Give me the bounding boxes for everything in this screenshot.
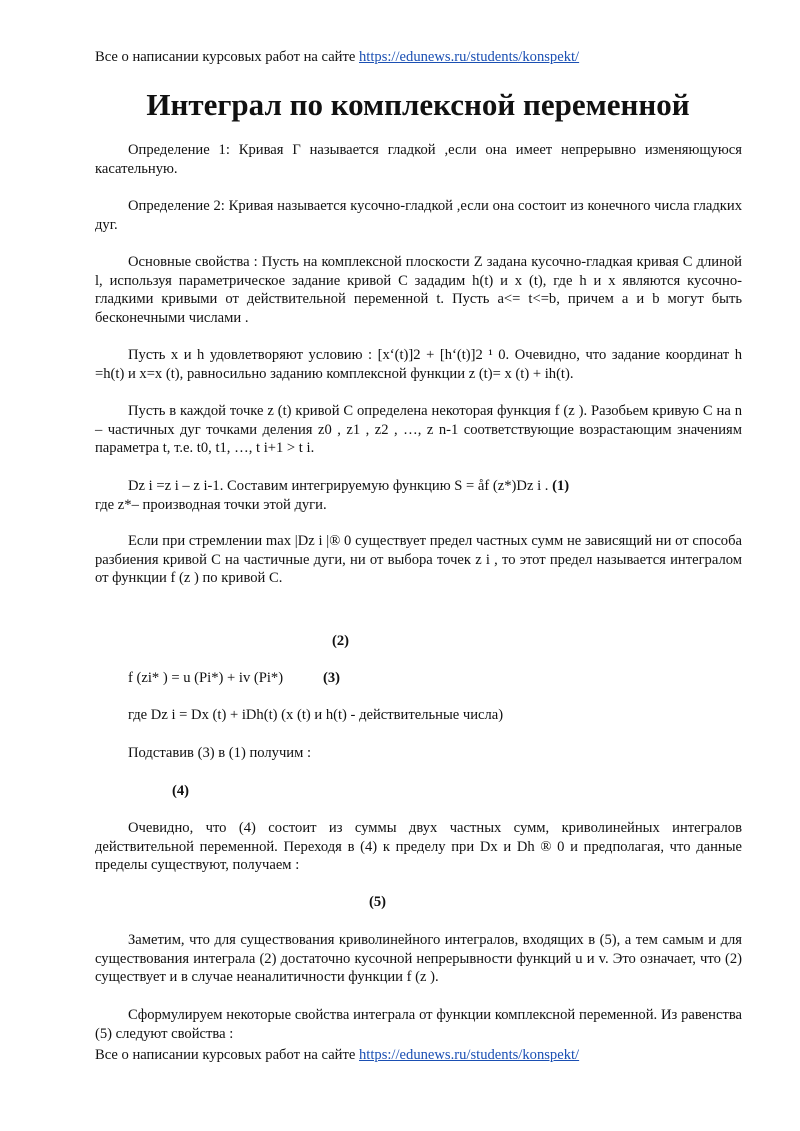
page-title: Интеграл по комплексной переменной xyxy=(146,87,690,122)
paragraph-integral-sum xyxy=(95,477,742,496)
paragraph-partition: Пусть в каждой точке z (t) кривой С определена некоторая функция f (z ). Разобьем кривую С на n – частичных дуг точками деления z0 , z1 , z2 , …, z n-1 соответствующие возрастающим значениям параметра t, т.е. t0, t1, …, t i+1 > t i. xyxy=(95,403,742,456)
derivative-note: где z*– производная точки этой дуги. xyxy=(95,497,327,513)
equation-label-2: (2) xyxy=(332,633,350,649)
header-text: Все о написании курсовых работ на сайте xyxy=(95,49,359,65)
paragraph-condition: Пусть x и h удовлетворяют условию : [x‘(t)]2 + [h‘(t)]2 ¹ 0. Очевидно, что задание координат h =h(t) и x=x (t), равносильно заданию комплексной функции z (t)= x (t) + ih(t). xyxy=(95,347,742,382)
footer-text: Все о написании курсовых работ на сайте xyxy=(95,1047,359,1063)
footer-link[interactable]: https://edunews.ru/students/konspekt/ xyxy=(359,1047,580,1063)
integral-sum-text: Dz i =z i – z i-1. Составим интегрируемую функцию S = åf (z*)Dz i . xyxy=(128,478,553,494)
paragraph-existence-note: Заметим, что для существования криволинейного интегралов, входящих в (5), а тем самым и для существования интеграла (2) достаточно кусочной непрерывности функций u и v. Это означает, что (2) существует и в случае неаналитичности функции f (z ). xyxy=(95,932,742,985)
dz-definition: где Dz i = Dx (t) + iDh(t) (x (t) и h(t) - действительные числа) xyxy=(128,707,504,723)
paragraph-basic-properties: Основные свойства : Пусть на комплексной плоскости Z задана кусочно-гладкая кривая С длиной l, используя параметрическое задание кривой С зададим h(t) и x (t), где h и x являются кусочно-гладкими кривыми от действительной переменной t. Пусть a<= t<=b, причем a и b могут быть бесконечными числами . xyxy=(95,254,742,326)
paragraph-definition-2: Определение 2: Кривая называется кусочно-гладкой ,если она состоит из конечного числа гладких дуг. xyxy=(95,198,742,233)
equation-label-1: (1) xyxy=(552,478,570,494)
substitution-text: Подставив (3) в (1) получим : xyxy=(128,745,312,761)
paragraph-limit-definition: Если при стремлении max |Dz i |® 0 существует предел частных сумм не зависящий ни от способа разбиения кривой С на частичные дуги, ни от выбора точек z i , то этот предел называется интегралом от функции f (z ) по кривой С. xyxy=(95,533,742,586)
header-link[interactable]: https://edunews.ru/students/konspekt/ xyxy=(359,49,580,65)
equation-3-text: f (zi* ) = u (Pi*) + iv (Pi*) xyxy=(128,670,284,686)
paragraph-properties-intro: Сформулируем некоторые свойства интеграла от функции комплексной переменной. Из равенства (5) следуют свойства : xyxy=(95,1007,742,1042)
page-header xyxy=(95,48,579,66)
paragraph-definition-1: Определение 1: Кривая Г называется гладкой ,если она имеет непрерывно изменяющуюся касательную. xyxy=(95,142,742,177)
equation-label-4: (4) xyxy=(172,783,190,799)
equation-label-5: (5) xyxy=(369,894,387,910)
page-footer xyxy=(95,1046,579,1064)
equation-label-3: (3) xyxy=(323,670,341,686)
paragraph-sum-of-partial-sums: Очевидно, что (4) состоит из суммы двух частных сумм, криволинейных интегралов действительной переменной. Переходя в (4) к пределу при Dx и Dh ® 0 и предполагая, что данные пределы существуют, получаем : xyxy=(95,820,742,873)
